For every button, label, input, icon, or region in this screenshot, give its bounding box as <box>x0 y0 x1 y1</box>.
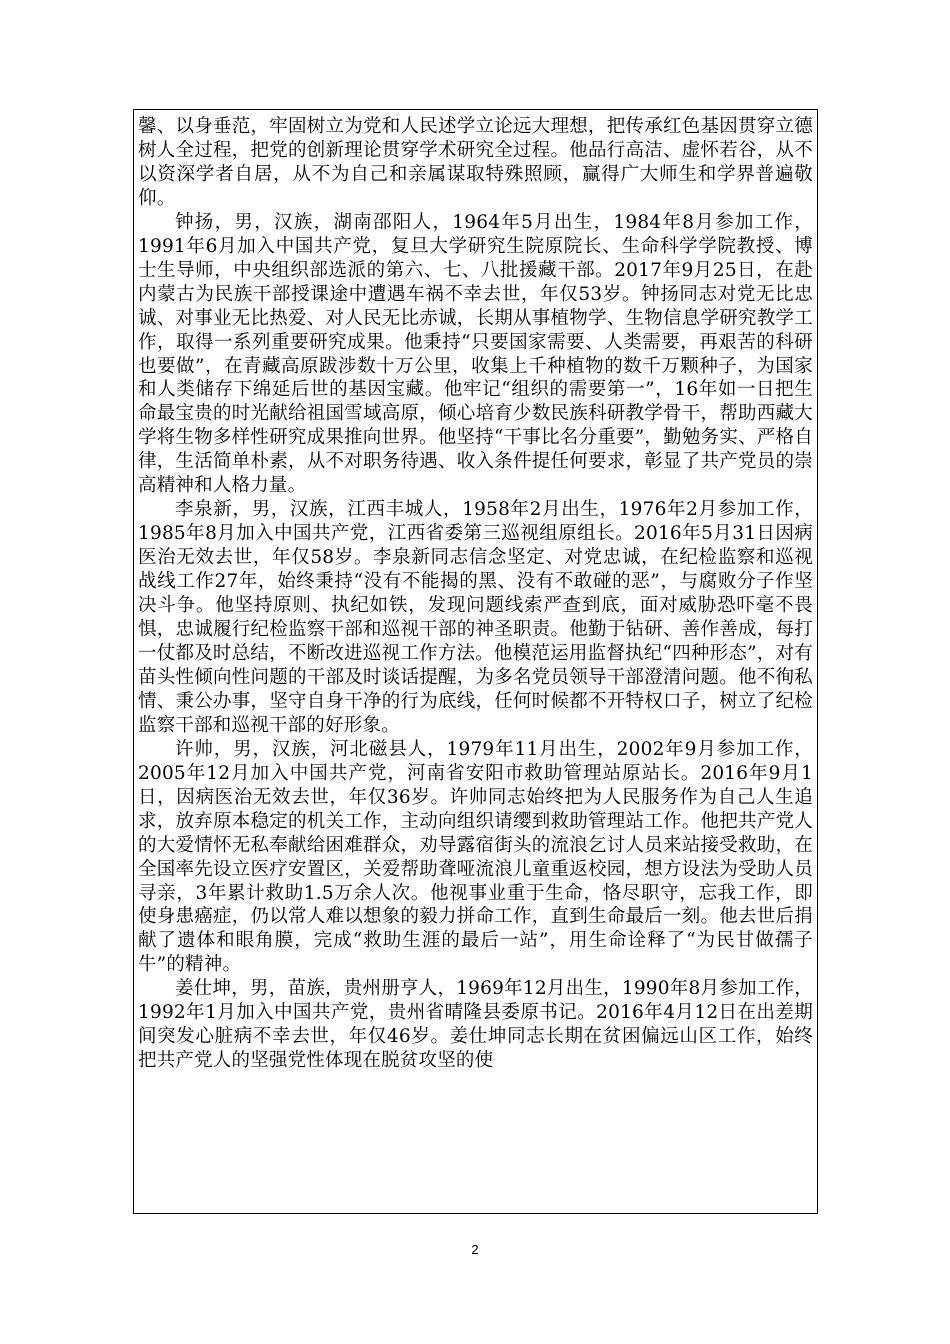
paragraph-xu-shuai: 许帅，男，汉族，河北磁县人，1979年11月出生，2002年9月参加工作，2005年12月加入中国共产党，河南省安阳市救助管理站原站长。2016年9月1日，因病医治无效去世，年仅36岁。许帅同志始终把为人民服务作为自己人生追求，放弃原本稳定的机关工作，主动向组织请缨到救助管理站工作。他把共产党人的大爱情怀无私奉献给困难群众，劝导露宿街头的流浪乞讨人员来站接受救助，在全国率先设立医疗安置区，关爱帮助聋哑流浪儿童重返校园，想方设法为受助人员寻亲，3年累计救助1.5万余人次。他视事业重于生命，恪尽职守，忘我工作，即使身患癌症，仍以常人难以想象的毅力拼命工作，直到生命最后一刻。他去世后捐献了遗体和眼角膜，完成“救助生涯的最后一站”，用生命诠释了“为民甘做孺子牛”的精神。 <box>138 738 813 976</box>
document-body <box>138 115 813 1073</box>
text-frame <box>133 109 818 1214</box>
paragraph-continuation: 馨、以身垂范，牢固树立为党和人民述学立论远大理想，把传承红色基因贯穿立德树人全过程，把党的创新理论贯穿学术研究全过程。他品行高洁、虚怀若谷，从不以资深学者自居，从不为自己和亲属谋取特殊照顾，赢得广大师生和学界普遍敬仰。 <box>138 116 813 209</box>
paragraph-jiang-shikun: 姜仕坤，男，苗族，贵州册亨人，1969年12月出生，1990年8月参加工作，1992年1月加入中国共产党，贵州省晴隆县委原书记。2016年4月12日在出差期间突发心脏病不幸去世，年仅46岁。姜仕坤同志长期在贫困偏远山区工作，始终把共产党人的坚强党性体现在脱贫攻坚的使 <box>138 978 813 1072</box>
paragraph-li-quanxin: 李泉新，男，汉族，江西丰城人，1958年2月出生，1976年2月参加工作，1985年8月加入中国共产党，江西省委第三巡视组原组长。2016年5月31日因病医治无效去世，年仅58岁。李泉新同志信念坚定、对党忠诚，在纪检监察和巡视战线工作27年，始终秉持“没有不能揭的黑、没有不敢碰的恶”，与腐败分子作坚决斗争。他坚持原则、执纪如铁，发现问题线索严查到底，面对威胁恐吓毫不畏惧，忠诚履行纪检监察干部和巡视干部的神圣职责。他勤于钻研、善作善成，每打一仗都及时总结，不断改进巡视工作方法。他模范运用监督执纪“四种形态”，对有苗头性倾向性问题的干部及时谈话提醒，为多名党员领导干部澄清问题。他不徇私情、秉公办事，坚守自身干净的行为底线，任何时候都不开特权口子，树立了纪检监察干部和巡视干部的好形象。 <box>138 499 813 736</box>
page-number: 2 <box>471 1242 479 1257</box>
paragraph-zhong-yang: 钟扬，男，汉族，湖南邵阳人，1964年5月出生，1984年8月参加工作，1991年6月加入中国共产党，复旦大学研究生院原院长、生命科学学院教授、博士生导师，中央组织部选派的第六、七、八批援藏干部。2017年9月25日，在赴内蒙古为民族干部授课途中遭遇车祸不幸去世，年仅53岁。钟扬同志对党无比忠诚、对事业无比热爱、对人民无比赤诚，长期从事植物学、生物信息学研究教学工作，取得一系列重要研究成果。他秉持“只要国家需要、人类需要，再艰苦的科研也要做”，在青藏高原跋涉数十万公里，收集上千种植物的数千万颗种子，为国家和人类储存下绵延后世的基因宝藏。他牢记“组织的需要第一”，16年如一日把生命最宝贵的时光献给祖国雪域高原，倾心培育少数民族科研教学骨干，帮助西藏大学将生物多样性研究成果推向世界。他坚持“干事比名分重要”，勤勉务实、严格自律，生活简单朴素，从不对职务待遇、收入条件提任何要求，彰显了共产党员的崇高精神和人格力量。 <box>138 211 813 497</box>
